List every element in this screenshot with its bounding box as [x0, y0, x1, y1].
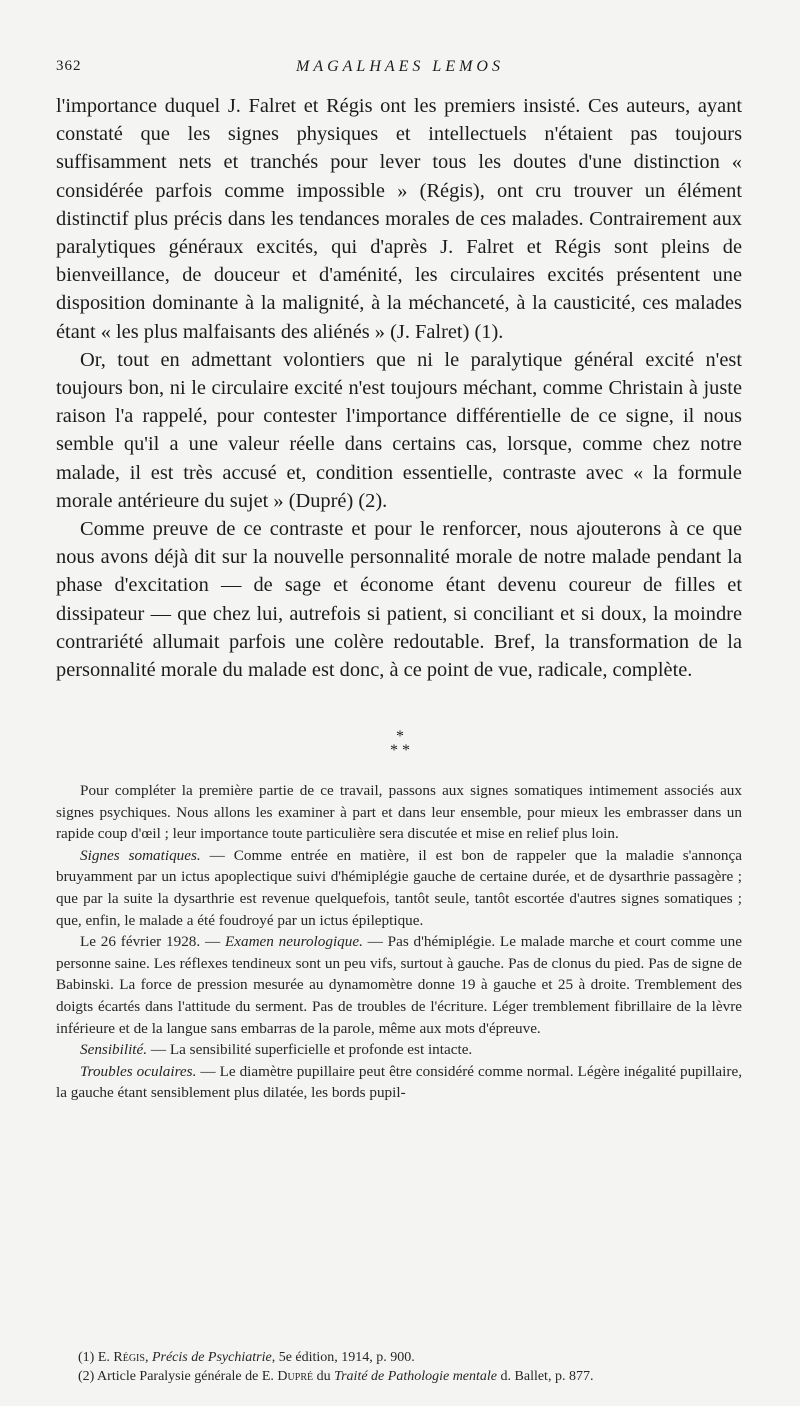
asterism-bottom: * *	[390, 742, 410, 759]
notes-paragraph-4	[56, 1039, 742, 1061]
notes-text-sensibilite: — La sensibilité superficielle et profonde est intacte.	[147, 1041, 473, 1059]
notes-paragraph-1: Pour compléter la première partie de ce travail, passons aux signes somatiques intimement associés aux signes psychiques. Nous allons les examiner à part et dans leur ensemble, pour mieux les embrasser dans un rapide coup d'œil ; leur importance toute particulière sera discutée et mise en relief plus loin.	[56, 782, 742, 843]
notes-text-troubles-oculaires: — Le diamètre pupillaire peut être considéré comme normal. Légère inégalité pupillaire, la gauche étant sensiblement plus dilatée, les bords pupil-	[56, 1062, 742, 1102]
notes-paragraph-5	[56, 1061, 742, 1104]
notes-text-signes-somatiques: — Comme entrée en matière, il est bon de rappeler que la maladie s'annonça bruyamment par un ictus apoplectique suivi d'hémiplégie gauche de certaine durée, et de dysarthrie passagère ; que par la suite la dysarthrie est revenue quelquefois, tantôt seule, tantôt escortée d'autres signes somatiques ; que, enfin, le malade a été foudroyé par un ictus épileptique.	[56, 846, 742, 929]
notes-heading-examen: Examen neurologique.	[224, 933, 363, 951]
notes-date: Le 26 février 1928. —	[80, 933, 225, 951]
footnotes	[56, 1348, 742, 1386]
notes-heading-sensibilite: Sensibilité.	[80, 1041, 148, 1059]
footnote-2	[56, 1367, 742, 1386]
section-asterism	[0, 730, 800, 758]
main-text	[56, 92, 742, 684]
footnote-2-details: d. Ballet, p. 877.	[497, 1369, 594, 1384]
page-header	[56, 46, 744, 76]
footnote-1	[56, 1348, 742, 1367]
footnote-2-lead: (2) Article Paralysie générale de E.	[78, 1369, 278, 1384]
notes-heading-troubles-oculaires: Troubles oculaires.	[80, 1062, 197, 1080]
paragraph-2: Or, tout en admettant volontiers que ni le paralytique général excité n'est toujours bon, ni le circulaire excité n'est toujours méchant, comme Christain à juste raison l'a rappelé, pour contester l'importance différentielle de ce signe, il nous semble qu'il a une valeur réelle dans certains cas, lorsque, comme chez notre malade, il est très accusé et, condition essentielle, contraste avec « la formule morale antérieure du sujet » (Dupré) (2).	[56, 348, 742, 512]
notes-heading-signes-somatiques: Signes somatiques.	[80, 846, 201, 864]
footnote-1-separator: ,	[144, 1350, 152, 1365]
footnote-2-title: Traité de Pathologie mentale	[334, 1369, 498, 1384]
notes-paragraph-3	[56, 931, 742, 1039]
footnote-2-connector: du	[313, 1369, 335, 1384]
footnote-1-details: , 5e édition, 1914, p. 900.	[271, 1350, 415, 1365]
clinical-notes	[56, 780, 742, 1104]
paragraph-1: l'importance duquel J. Falret et Régis ont les premiers insisté. Ces auteurs, ayant constaté que les signes physiques et intellectuels n'étaient pas toujours suffisamment nets et tranchés pour lever tous les doutes d'une distinction « considérée parfois comme impossible » (Régis), ont cru trouver un élément distinctif plus précis dans les tendances morales de ces malades. Contrairement aux paralytiques généraux excités, qui d'après J. Falret et Régis sont pleins de bienveillance, de douceur et d'aménité, les circulaires excités présentent une disposition dominante à la malignité, à la méchanceté, à la causticité, ces malades étant « les plus malfaisants des aliénés » (J. Falret) (1).	[56, 95, 742, 343]
page-number: 362	[56, 58, 82, 74]
footnote-1-title: Précis de Psychiatrie	[151, 1350, 272, 1365]
notes-text-examen: — Pas d'hémiplégie. Le malade marche et court comme une personne saine. Les réflexes tendineux sont un peu vifs, surtout à gauche. Pas de clonus du pied. Pas de signe de Babinski. La force de pression mesurée au dynamomètre donne 19 à gauche et 25 à droite. Tremblement des doigts écartés dans l'attitude du serment. Pas de troubles de l'écriture. Léger tremblement fibrillaire de la lèvre inférieure et de la langue sans embarras de la parole, même aux mots d'épreuve.	[56, 933, 742, 1037]
running-head: MAGALHAES LEMOS	[296, 58, 504, 75]
paragraph-3: Comme preuve de ce contraste et pour le renforcer, nous ajouterons à ce que nous avons déjà dit sur la nouvelle personnalité morale de notre malade pendant la phase d'excitation — de sage et économe étant devenu coureur de filles et dissipateur — que chez lui, autrefois si patient, si conciliant et si doux, la moindre contrariété allumait parfois une colère redoutable. Bref, la transformation de la personnalité morale du malade est donc, à ce point de vue, radicale, complète.	[56, 518, 742, 682]
footnote-2-author: Dupré	[277, 1369, 314, 1384]
footnote-1-author: E. Régis	[97, 1350, 145, 1365]
notes-paragraph-2	[56, 845, 742, 931]
footnote-1-marker: (1)	[78, 1350, 98, 1365]
asterism-top: *	[396, 728, 404, 745]
